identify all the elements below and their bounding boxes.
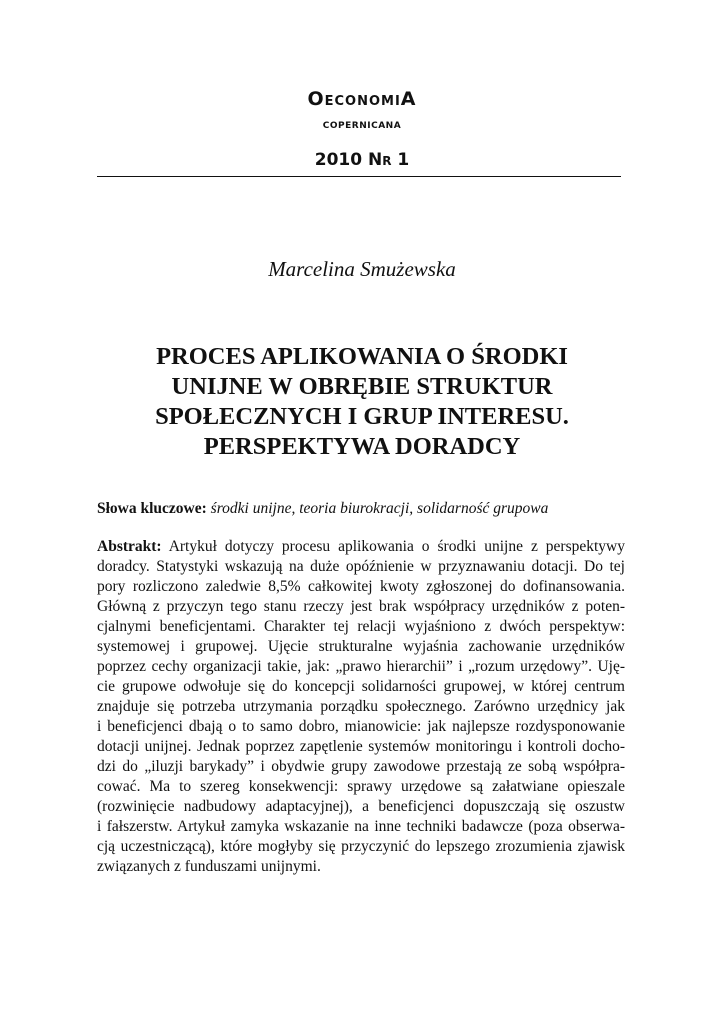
title-line: PERSPEKTYWA DORADCY [203,433,521,460]
abstract-line: dotacji unijnej. Jednak poprzez zapętlenie systemów monitoringu i kontroli docho- [97,738,625,755]
abstract-line: i fałszerstw. Artykuł zamyka wskazanie na inne techniki badawcze (poza obserwa- [97,818,625,835]
abstract [97,537,625,877]
article-title [120,342,604,462]
abstract-line: cie grupowe odwołuje się do koncepcji solidarności grupowej, w której centrum [97,678,625,695]
keywords-label: Słowa kluczowe: [97,500,207,517]
abstract-line: dzi do „iluzji barykady” i obydwie grupy zawodowe przestają ze sobą współpra- [97,758,625,775]
title-line: PROCES APLIKOWANIA O ŚRODKI [156,343,568,370]
abstract-line: cować. Ma to szereg konsekwencji: sprawy urzędowe są załatwiane opieszale [97,778,625,795]
abstract-line: (rozwinięcie nadbudowy adaptacyjnej), a beneficjenci dopuszczają się oszustw [97,798,625,815]
abstract-line [97,537,625,557]
abstract-label: Abstrakt: [97,538,162,555]
keywords-text: środki unijne, teoria biurokracji, solidarność grupowa [210,500,549,517]
abstract-line: poprzez cechy organizacji takie, jak: „prawo hierarchii” i „rozum urzędowy”. Uję- [97,658,625,675]
abstract-line-text: Artykuł dotyczy procesu aplikowania o środki unijne z perspektywy [161,538,625,555]
abstract-line: związanych z funduszami unijnymi. [97,858,321,875]
abstract-line: doradcy. Statystyki wskazują na duże opóźnienie w przyznawaniu dotacji. Do tej [97,558,625,575]
abstract-line: znajduje się potrzeba utrzymania porządku społecznego. Zarówno urzędnicy jak [97,698,625,715]
abstract-line: Główną z przyczyn tego stanu rzeczy jest brak współpracy urzędników z poten- [97,598,625,615]
header-divider [97,176,621,177]
issue-number: 2010 Nr 1 [314,150,410,170]
abstract-line: systemowej i grupowej. Ujęcie strukturalne wyjaśnia zachowanie urzędników [97,638,625,655]
journal-subtitle: copernicana [322,117,402,132]
journal-name: OeconomiA [307,88,417,110]
keywords [97,499,627,519]
abstract-line: cją uczestniczącą), które mogłyby się przyczynić do lepszego zrozumienia zjawisk [97,838,625,855]
abstract-line: pory rozliczono zaledwie 8,5% całkowitej kwoty zgłoszonej do dofinansowania. [97,578,625,595]
title-line: UNIJNE W OBRĘBIE STRUKTUR [171,373,553,400]
abstract-line: i beneficjenci dbają o to samo dobro, mianowicie: jak najlepsze rozdysponowanie [97,718,625,735]
abstract-line: cjalnymi beneficjentami. Charakter tej relacji wyjaśniono z dwóch perspektyw: [97,618,625,635]
author-name: Marcelina Smużewska [268,257,456,281]
title-line: SPOŁECZNYCH I GRUP INTERESU. [155,403,569,430]
